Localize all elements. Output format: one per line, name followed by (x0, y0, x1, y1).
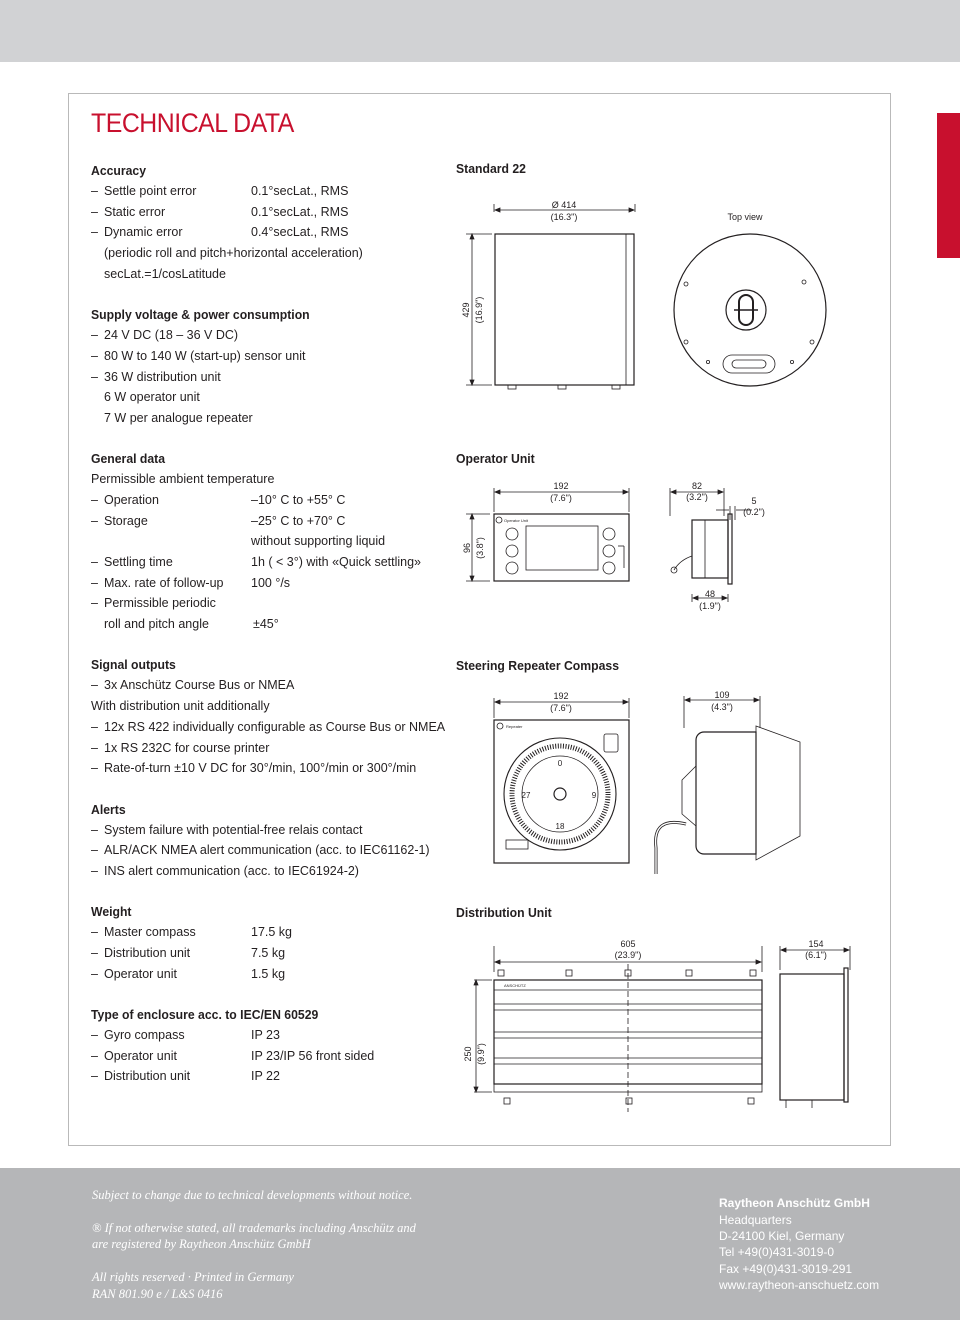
red-side-tab (937, 113, 960, 258)
distribution-w-in: (23.9") (614, 950, 642, 960)
weight-heading: Weight (91, 904, 132, 920)
operator-w-mm: 192 (553, 481, 569, 491)
list-item: – 12x RS 422 individually configurable as Course Bus or NMEA (91, 719, 446, 734)
top-view-label: Top view (727, 212, 763, 222)
company-fax: Fax +49(0)431-3019-291 (719, 1262, 853, 1276)
spec-row: – Static error 0.1°secLat., RMS (91, 202, 431, 223)
operator-b-mm: 48 (704, 589, 716, 599)
signal-heading: Signal outputs (91, 657, 176, 673)
list-item: – 3x Anschütz Course Bus or NMEA (91, 678, 295, 693)
spec-value: 0.1°secLat., RMS (251, 204, 349, 219)
spec-row: – Storage –25° C to +70° C (91, 513, 346, 528)
spec-note: (periodic roll and pitch+horizontal acceleration) (104, 246, 363, 261)
spec-row: – Distribution unit IP 22 (91, 1069, 280, 1084)
distribution-h-mm: 250 (463, 1046, 473, 1062)
operator-h-in: (3.8") (475, 537, 485, 559)
distribution-d-in: (6.1") (805, 950, 827, 960)
list-item: – System failure with potential-free relais contact (91, 822, 363, 837)
operator-d-mm: 82 (691, 481, 703, 491)
list-item: – INS alert communication (acc. to IEC61924-2) (91, 863, 359, 878)
operator-h-mm: 96 (462, 542, 472, 554)
footer-rights: All rights reserved · Printed in Germany (92, 1270, 294, 1284)
footer-notice: Subject to change due to technical developments without notice. (92, 1188, 413, 1202)
standard-width-mm: Ø 414 (551, 200, 577, 210)
general-heading: General data (91, 451, 166, 467)
standard-height-in: (16.9") (474, 296, 484, 324)
spec-note: secLat.=1/cosLatitude (104, 266, 226, 281)
accuracy-heading: Accuracy (91, 163, 147, 178)
company-tel: Tel +49(0)431-3019-0 (719, 1245, 835, 1259)
spec-row: – Permissible periodic (91, 596, 216, 611)
spec-row: – Dynamic error 0.4°secLat., RMS (91, 222, 431, 243)
spec-row: – Operator unit 1.5 kg (91, 966, 286, 981)
enclosure-heading: Type of enclosure acc. to IEC/EN 60529 (91, 1007, 319, 1023)
distribution-panel-label: ANSCHÜTZ (504, 983, 526, 988)
distribution-drawing (440, 932, 860, 1122)
standard-drawing (440, 190, 860, 400)
list-item: – 80 W to 140 W (start-up) sensor unit (91, 348, 306, 363)
distribution-h-in: (9.9") (476, 1043, 486, 1065)
spec-row: – Distribution unit 7.5 kg (91, 946, 286, 960)
repeater-panel-label: Repeater (506, 724, 523, 729)
repeater-d-mm: 109 (714, 690, 730, 700)
list-item: – 36 W distribution unit (91, 369, 221, 384)
operator-drawing (440, 476, 860, 616)
supply-heading: Supply voltage & power consumption (91, 307, 310, 323)
repeater-title: Steering Repeater Compass (456, 658, 620, 673)
svg-text:18: 18 (555, 822, 565, 831)
repeater-w-in: (7.6") (550, 703, 572, 713)
footer-trademark: ® If not otherwise stated, all trademarks including Anschütz and (92, 1221, 416, 1235)
spec-row: – Operator unit IP 23/IP 56 front sided (91, 1048, 375, 1063)
spec-label: Static error (104, 204, 166, 219)
footer-trademark: are registered by Raytheon Anschütz GmbH (92, 1237, 311, 1251)
standard-height-mm: 429 (461, 302, 471, 318)
operator-f-in: (0.2") (743, 507, 765, 517)
standard-width-in: (16.3") (550, 212, 578, 222)
company-name: Raytheon Anschütz GmbH (719, 1196, 870, 1210)
repeater-d-in: (4.3") (711, 702, 733, 712)
footer (0, 1168, 960, 1320)
svg-text:0: 0 (557, 759, 563, 768)
company-web[interactable]: www.raytheon-anschuetz.com (719, 1278, 880, 1292)
spec-row: roll and pitch angle ±45° (104, 617, 279, 632)
list-item: – Rate-of-turn ±10 V DC for 30°/min, 100°/min or 300°/min (91, 761, 417, 776)
left-column (91, 161, 446, 1087)
spec-label: Dynamic error (104, 225, 183, 240)
list-item: 6 W operator unit (104, 390, 200, 405)
spec-row: – Gyro compass IP 23 (91, 1028, 280, 1043)
distribution-title: Distribution Unit (456, 905, 552, 920)
operator-b-in: (1.9") (699, 601, 721, 611)
operator-w-in: (7.6") (550, 493, 572, 503)
header-band (0, 0, 960, 62)
spec-row: – Settle point error 0.1°secLat., RMS (91, 181, 431, 202)
operator-title: Operator Unit (456, 451, 535, 466)
alerts-heading: Alerts (91, 801, 126, 817)
spec-row: – Settling time 1h ( < 3°) with «Quick settling» (91, 555, 422, 569)
repeater-w-mm: 192 (553, 691, 569, 701)
list-item: 7 W per analogue repeater (104, 410, 253, 425)
operator-panel-label: Operator Unit (504, 518, 529, 523)
spec-row: without supporting liquid (251, 534, 386, 549)
operator-f-mm: 5 (751, 496, 757, 506)
spec-value: 0.4°secLat., RMS (251, 225, 349, 240)
spec-note: Permissible ambient temperature (91, 472, 275, 487)
list-item: – 24 V DC (18 – 36 V DC) (91, 328, 239, 343)
list-item: – ALR/ACK NMEA alert communication (acc. to IEC61162-1) (91, 843, 430, 858)
spec-label: Settle point error (104, 184, 197, 198)
distribution-d-mm: 154 (808, 939, 824, 949)
operator-d-in: (3.2") (686, 492, 708, 502)
spec-note: With distribution unit additionally (91, 699, 270, 714)
company-hq: Headquarters (719, 1213, 792, 1227)
footer-code: RAN 801.90 e / L&S 0416 (92, 1287, 223, 1301)
spec-value: 0.1°secLat., RMS (251, 184, 349, 198)
spec-row: – Operation –10° C to +55° C (91, 492, 346, 507)
standard-title: Standard 22 (456, 161, 526, 176)
repeater-drawing (440, 684, 860, 884)
spec-row: – Max. rate of follow-up 100 °/s (91, 575, 291, 590)
spec-row: – Master compass 17.5 kg (91, 925, 293, 940)
list-item: – 1x RS 232C for course printer (91, 740, 270, 755)
company-address: D-24100 Kiel, Germany (719, 1229, 845, 1243)
distribution-w-mm: 605 (620, 939, 636, 949)
svg-text:27: 27 (521, 791, 531, 800)
svg-text:9: 9 (591, 791, 597, 800)
page-title: TECHNICAL DATA (91, 108, 294, 138)
